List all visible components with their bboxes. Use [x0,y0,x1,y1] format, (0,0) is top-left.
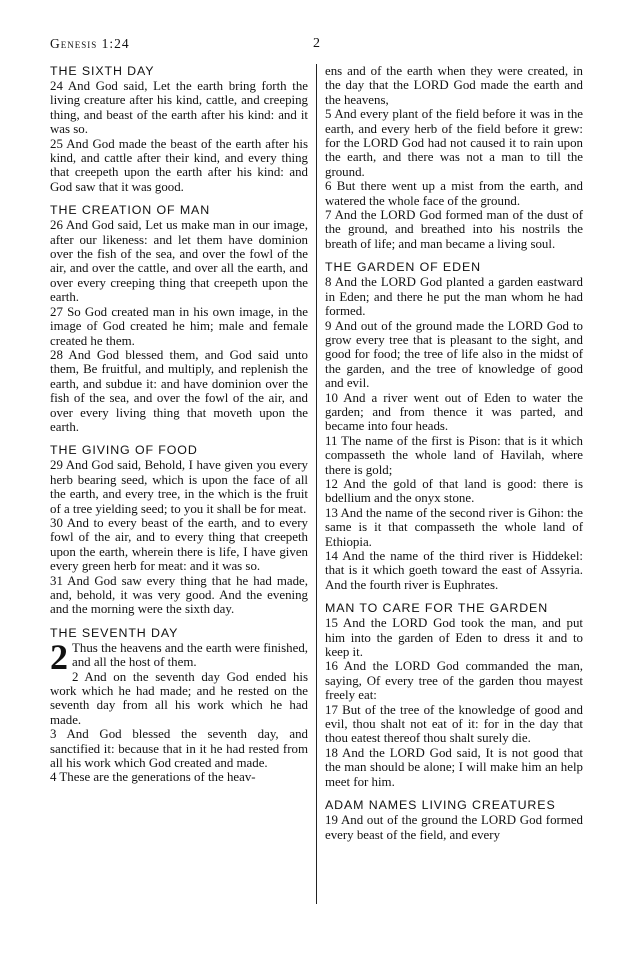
verse: 15 And the LORD God took the man, and put him into the garden of Eden to dress it and to keep it. [325,616,583,660]
verse: 14 And the name of the third river is Hiddekel: that is it which goeth toward the east of Assyria. And the fourth river is Euphrates. [325,549,583,592]
verse: 17 But of the tree of the knowledge of good and evil, thou shalt not eat of it: for in the day that thou eatest thereof thou shalt surely die. [325,702,583,746]
section-heading: THE SEVENTH DAY [50,625,179,640]
verse: 25 And God made the beast of the earth after his kind, and cattle after their kind, and every thing that creepeth upon the earth after his kind: and God saw that it was good. [50,136,308,194]
column-divider [316,64,317,904]
verse: 8 And the LORD God planted a garden eastward in Eden; and there he put the man whom he had formed. [325,275,583,319]
section-heading: THE GIVING OF FOOD [50,443,198,458]
left-column [50,64,308,785]
verse: 16 And the LORD God commanded the man, saying, Of every tree of the garden thou mayest freely eat: [325,659,583,703]
verse: 7 And the LORD God formed man of the dust of the ground, and breathed into his nostrils the breath of life; and man became a living soul. [325,208,583,251]
verse: 3 And God blessed the seventh day, and sanctified it: because that in it he had rested from all his work which God created and made. [50,727,308,771]
verse: 29 And God said, Behold, I have given you every herb bearing seed, which is upon the face of all the earth, and every tree, in the which is the fruit of a tree yielding seed; to you it shall be for meat. [50,458,308,516]
verse: 11 The name of the first is Pison: that is it which compasseth the whole land of Havilah, where there is gold; [325,433,583,477]
verse: 10 And a river went out of Eden to water the garden; and from thence it was parted, and became into four heads. [325,390,583,434]
verse: 31 And God saw every thing that he had made, and, behold, it was very good. And the evening and the morning were the sixth day. [50,573,308,617]
verse: 27 So God created man in his own image, in the image of God created he him; male and female created he them. [50,304,308,348]
verse: 9 And out of the ground made the LORD God to grow every tree that is pleasant to the sight, and good for food; the tree of life also in the midst of the garden, and the tree of knowledge of good and evil. [325,318,583,391]
verse: 30 And to every beast of the earth, and to every fowl of the air, and to every thing that creepeth upon the earth, wherein there is life, I have given every green herb for meat: and it was so. [50,515,308,574]
section-heading: THE SIXTH DAY [50,64,155,78]
chapter-number: 2 [50,636,68,677]
section-heading: THE CREATION OF MAN [50,203,211,218]
right-column [325,64,583,842]
verse: 2 And on the seventh day God ended his work which he had made; and he rested on the seventh day from all his work which he had made. [50,669,308,727]
verse: ens and of the earth when they were created, in the day that the LORD God made the earth and the heavens, [325,64,583,107]
section-heading: ADAM NAMES LIVING CREATURES [325,798,556,813]
page-header [50,36,610,54]
verse: 13 And the name of the second river is Gihon: the same is it that compasseth the whole land of Ethiopia. [325,505,583,549]
verse: 6 But there went up a mist from the earth, and watered the whole face of the ground. [325,179,583,208]
verse: 28 And God blessed them, and God said unto them, Be fruitful, and multiply, and replenish the earth, and subdue it: and have dominion over the fish of the sea, and over the fowl of the air, and over every living thing that moveth upon the earth. [50,347,308,434]
verse: 4 These are the generations of the heav- [50,770,256,785]
verse: 24 And God said, Let the earth bring forth the living creature after his kind, cattle, and creeping thing, and beast of the earth after his kind: and it was so. [50,79,308,137]
page-number: 2 [313,36,320,51]
running-head: Genesis 1:24 [50,36,130,51]
verse: 5 And every plant of the field before it was in the earth, and every herb of the field before it grew: for the LORD God had not caused it to rain upon the earth, and there was not a man to till the ground. [325,107,583,179]
chapter-start-verse [50,636,308,677]
verse: 18 And the LORD God said, It is not good that the man should be alone; I will make him an help meet for him. [325,745,583,789]
verse-text: Thus the heavens and the earth were finished, and all the host of them. [72,640,308,670]
verse: 19 And out of the ground the LORD God formed every beast of the field, and every [325,813,583,842]
verse: 26 And God said, Let us make man in our image, after our likeness: and let them have dominion over the fish of the sea, and over the fowl of the air, and over the cattle, and over all the earth, and over every creeping thing that creepeth upon the earth. [50,218,308,305]
section-heading: THE GARDEN OF EDEN [325,260,481,275]
section-heading: MAN TO CARE FOR THE GARDEN [325,601,549,616]
verse: 12 And the gold of that land is good: there is bdellium and the onyx stone. [325,476,583,506]
